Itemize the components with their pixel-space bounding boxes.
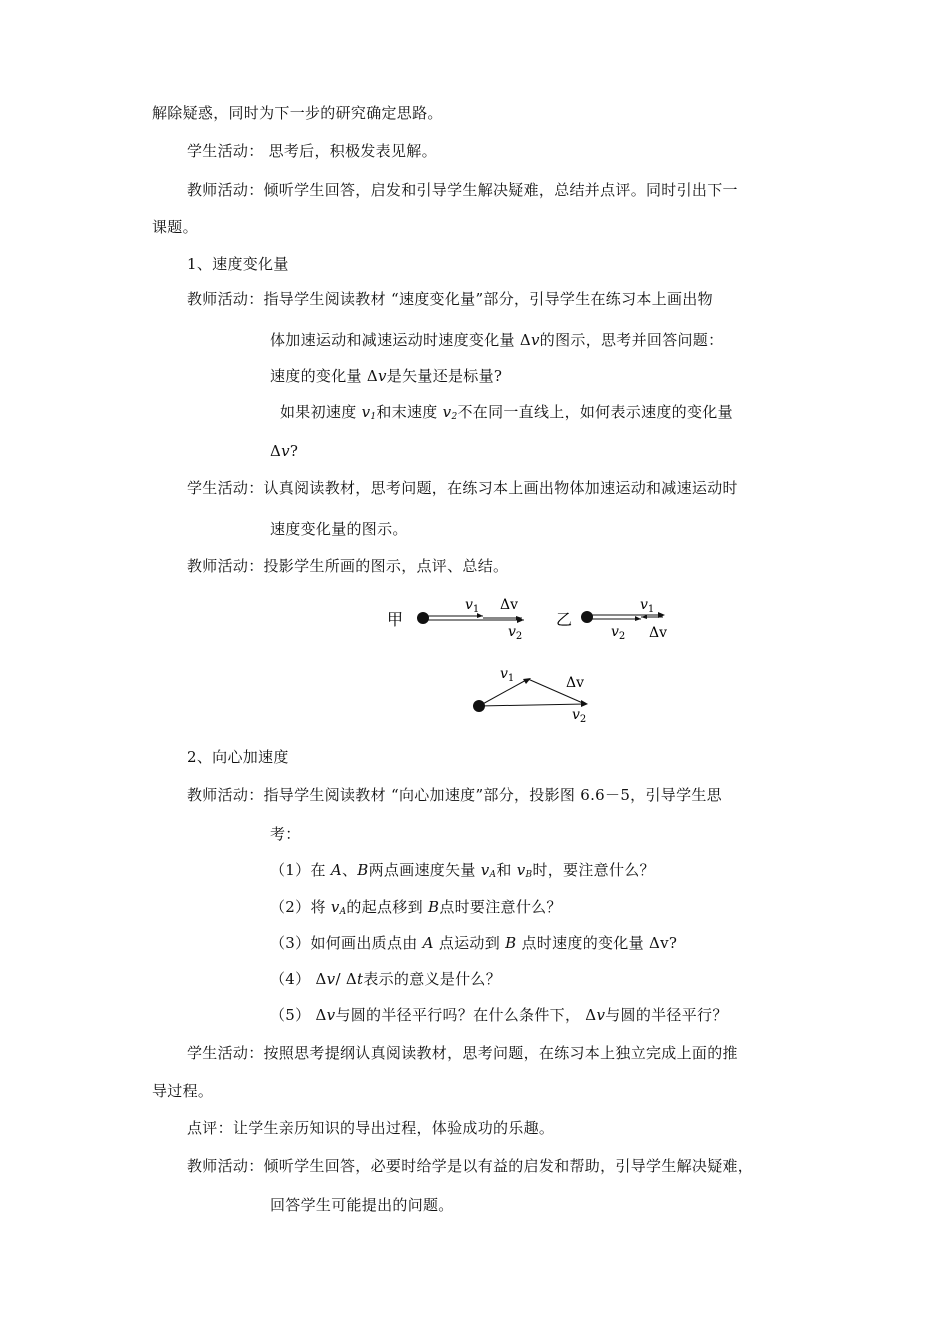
label-v2: $v_2$ [572, 707, 587, 725]
label-jia: 甲 [387, 610, 404, 629]
label-v2: $v_2$ [508, 624, 523, 642]
label-delta-v: Δv [566, 675, 585, 691]
text-line: 学生活动： 思考后，积极发表见解。 [187, 142, 437, 160]
question-line: （2）将 vA的起点移到 B点时要注意什么？ [270, 898, 562, 917]
question-line: 如果初速度 v1和末速度 v2不在同一直线上，如何表示速度的变化量 [280, 403, 733, 422]
text-line: 课题。 [152, 218, 198, 236]
label-yi: 乙 [556, 610, 573, 629]
label-v1: $v_1$ [465, 597, 480, 615]
text-line: 导过程。 [152, 1082, 214, 1100]
question-line: （5） Δv与圆的半径平行吗？在什么条件下， Δv与圆的半径平行？ [270, 1006, 728, 1024]
section-heading: 1、速度变化量 [187, 255, 289, 273]
question-line: （4） Δv/ Δt表示的意义是什么？ [270, 970, 502, 988]
text-line: 考： [270, 825, 301, 843]
text-line: 学生活动：认真阅读教材，思考问题，在练习本上画出物体加速运动和减速运动时 [187, 479, 738, 497]
text-line: 教师活动：投影学生所画的图示，点评、总结。 [187, 557, 509, 575]
text-line: 点评：让学生亲历知识的导出过程，体验成功的乐趣。 [187, 1119, 555, 1137]
label-v1: $v_1$ [640, 597, 655, 615]
text-line: 教师活动：倾听学生回答，必要时给学是以有益的启发和帮助，引导学生解决疑难， [187, 1157, 754, 1175]
label-v2: $v_2$ [611, 624, 626, 642]
label-v1: $v_1$ [500, 666, 515, 684]
question-line: 速度的变化量 Δv是矢量还是标量? [270, 367, 503, 385]
label-delta-v: Δv [500, 597, 519, 613]
label-delta-v: Δv [649, 625, 668, 641]
question-line: （1）在 A、B两点画速度矢量 vA和 vB时，要注意什么？ [270, 861, 655, 880]
text-line: 教师活动：指导学生阅读教材 “向心加速度”部分，投影图 6.6－5，引导学生思 [187, 786, 722, 804]
text-line: 教师活动：倾听学生回答，启发和引导学生解决疑难，总结并点评。同时引出下一 [187, 181, 738, 199]
text-line: 学生活动：按照思考提纲认真阅读教材，思考问题，在练习本上独立完成上面的推 [187, 1044, 738, 1062]
velocity-change-diagram [0, 594, 950, 734]
text-line: 体加速运动和减速运动时速度变化量 Δv的图示，思考并回答问题： [270, 331, 724, 349]
question-line: （3）如何画出质点由 A 点运动到 B 点时速度的变化量 Δv? [270, 934, 678, 952]
section-heading: 2、向心加速度 [187, 748, 289, 766]
text-line: 解除疑惑，同时为下一步的研究确定思路。 [152, 104, 443, 122]
particle-dot [417, 612, 429, 624]
question-line: Δv? [270, 442, 299, 460]
text-line: 教师活动：指导学生阅读教材 “速度变化量”部分，引导学生在练习本上画出物 [187, 290, 713, 308]
particle-dot [581, 611, 593, 623]
text-line: 回答学生可能提出的问题。 [270, 1196, 454, 1214]
text-line: 速度变化量的图示。 [270, 520, 408, 538]
